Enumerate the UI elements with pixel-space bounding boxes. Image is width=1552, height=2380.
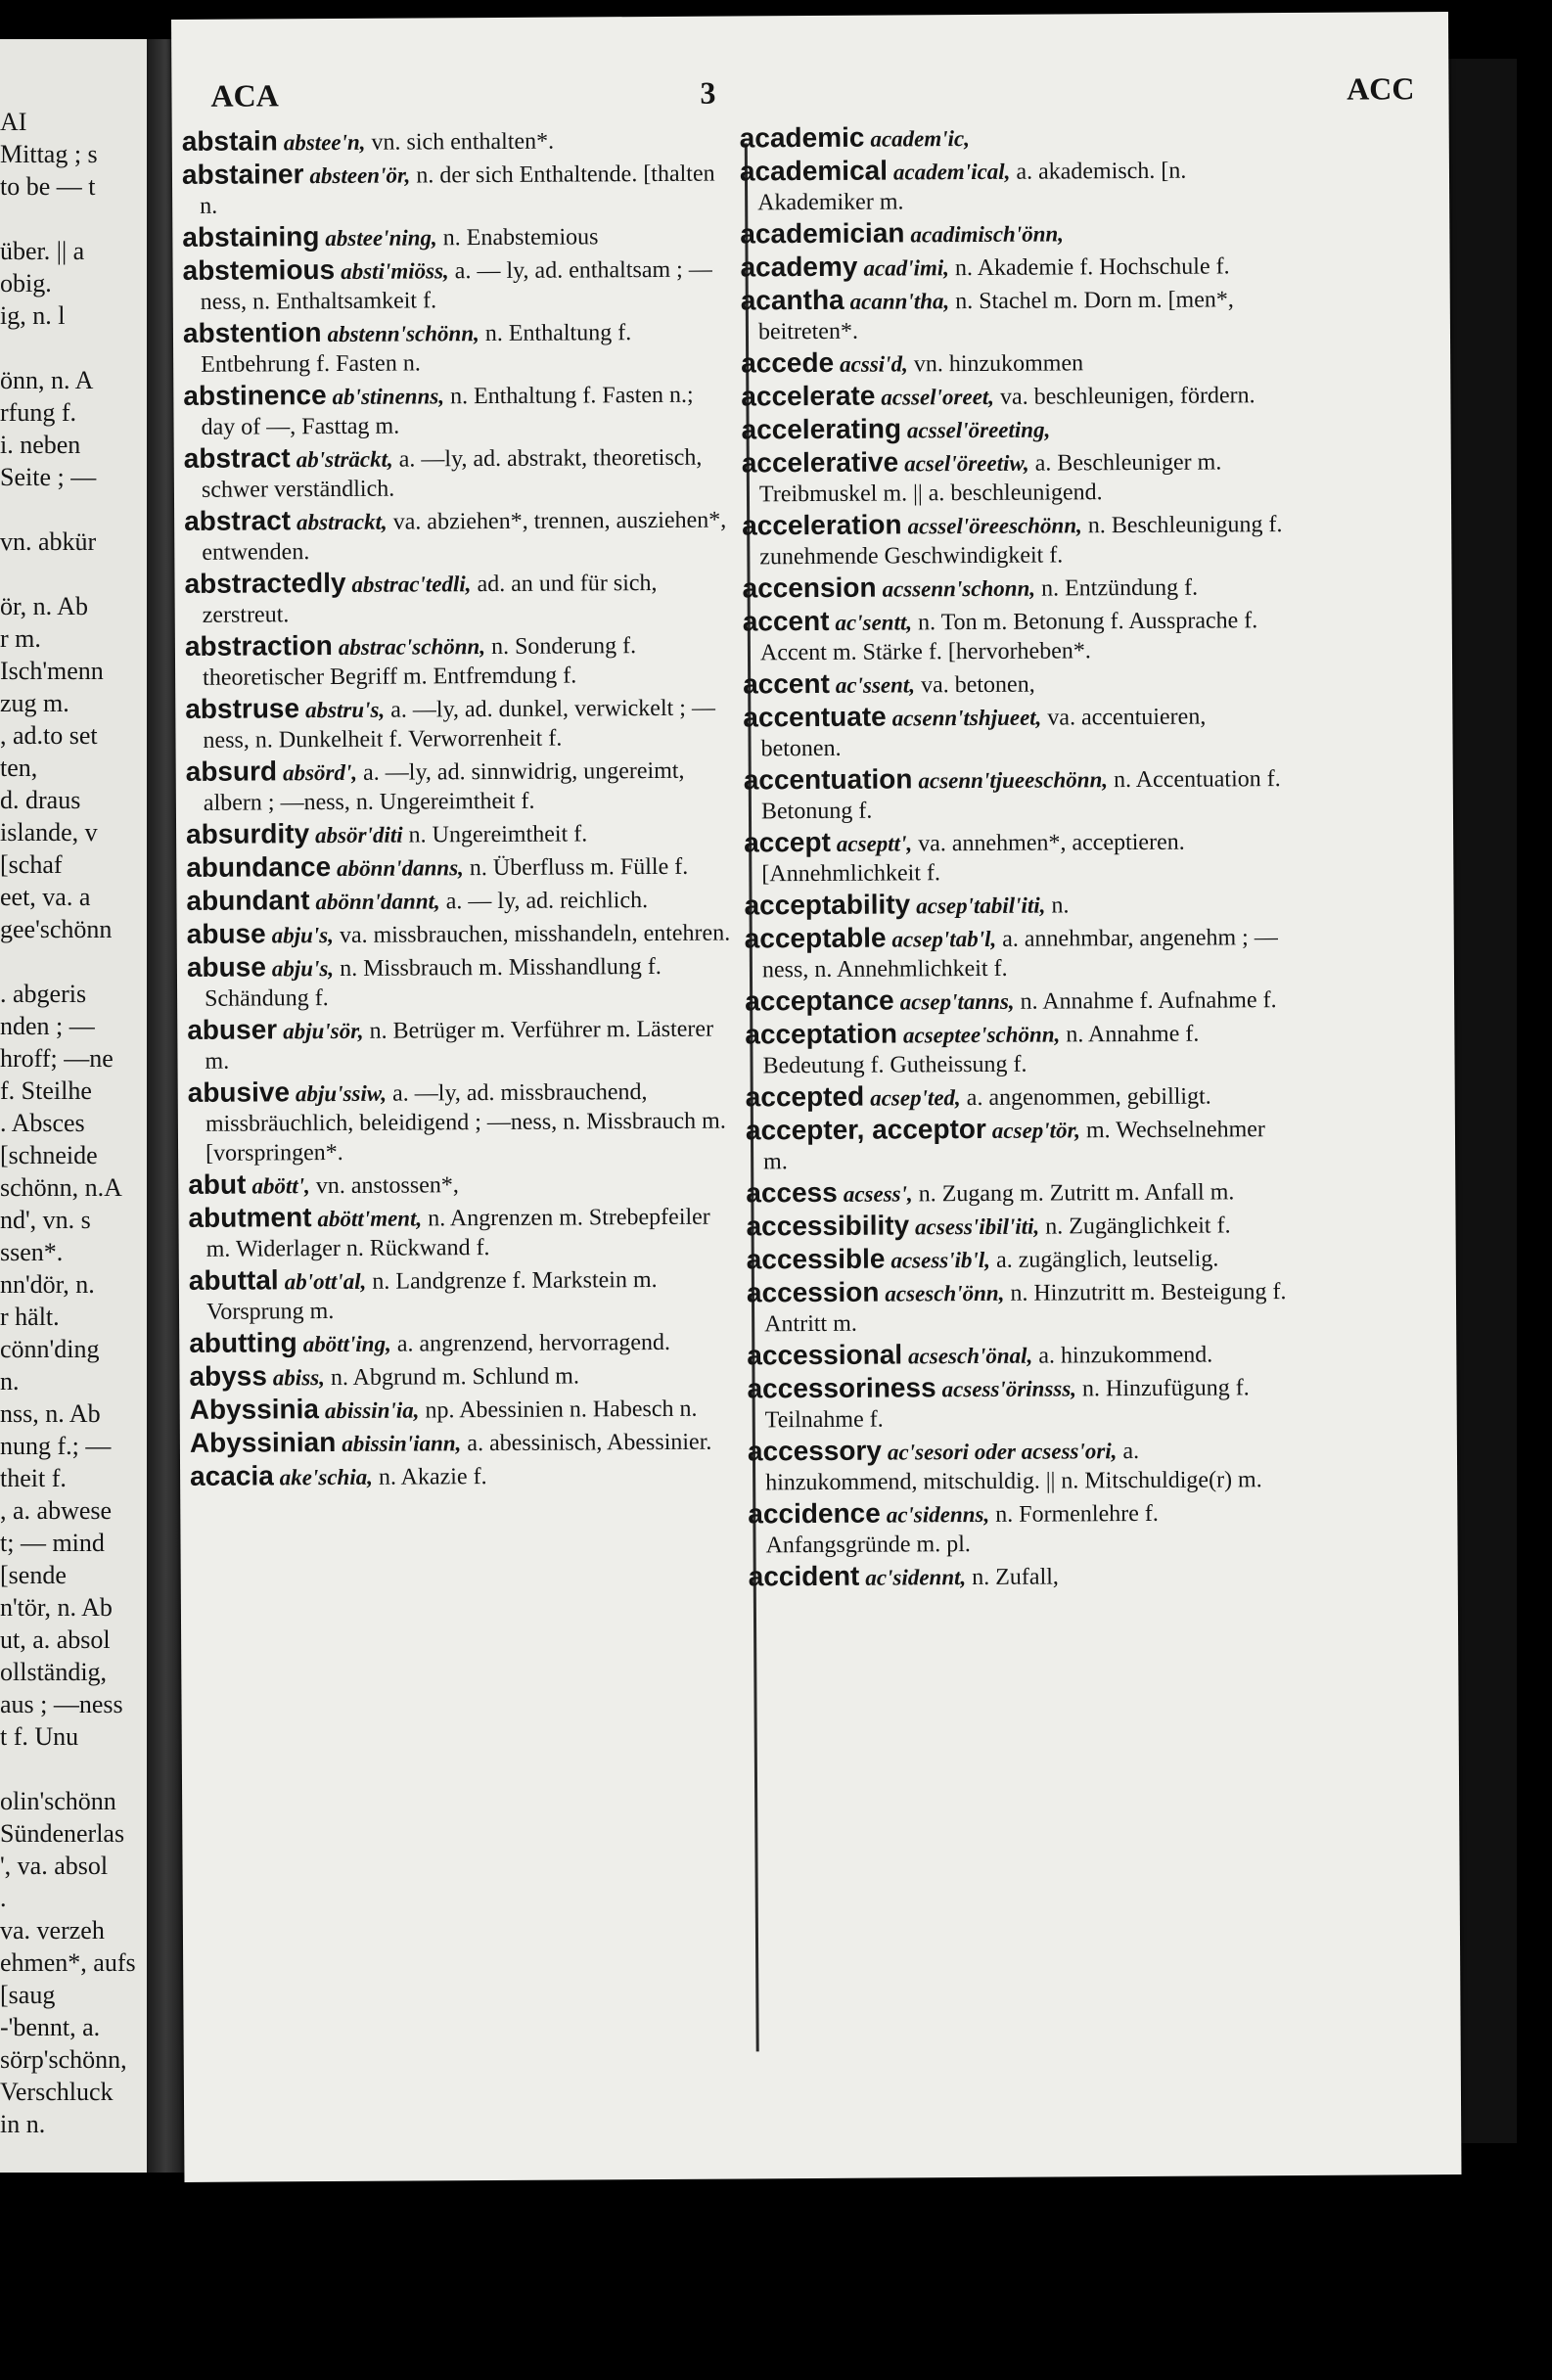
headword: accessible [746, 1243, 886, 1275]
headword: acceptation [745, 1018, 898, 1050]
previous-page-line: n. [0, 1367, 20, 1396]
previous-page-line: Sündenerlas [0, 1819, 125, 1848]
headword: accessional [747, 1339, 903, 1371]
headword: acacia [189, 1460, 274, 1491]
definition: n. Abgrund m. Schlund m. [330, 1363, 580, 1392]
headword: acceptability [744, 889, 911, 921]
definition: a. Beschleuniger m. Treibmuskel m. || a. beschleunigend. [758, 449, 1222, 508]
previous-page-line: t; — mind [0, 1529, 105, 1557]
dictionary-entry [184, 567, 732, 630]
definition: a. annehmbar, angenehm ; — ness, n. Annehmlichkeit f. [761, 925, 1278, 984]
pronunciation: abiss, [272, 1365, 326, 1391]
previous-page-line: ', va. absol [0, 1852, 109, 1880]
previous-page-line: t f. Unu [0, 1722, 79, 1751]
pronunciation: acssel'oreet, [881, 384, 995, 410]
headword: Abyssinian [189, 1426, 337, 1458]
previous-page-line: ut, a. absol [0, 1625, 111, 1654]
headword: access [746, 1176, 838, 1209]
pronunciation: acssel'öreeschönn, [907, 513, 1082, 539]
definition: n. Ton m. Betonung f. Aussprache f. Accent m. Stärke f. [hervorheben*. [759, 608, 1258, 666]
definition: n. Annahme f. Bedeutung f. Gutheissung f. [762, 1021, 1200, 1079]
dictionary-entry [182, 158, 730, 221]
dictionary-entry [741, 412, 1289, 446]
definition: va. annehmen*, acceptieren. [Annehmlichkeit f. [761, 829, 1185, 888]
headword: academical [739, 155, 889, 187]
previous-page-line: islande, v [0, 818, 98, 847]
previous-page-line: n'tör, n. Ab [0, 1593, 113, 1622]
headword: accepter, acceptor [745, 1113, 986, 1146]
headword: abstract [183, 442, 291, 474]
headword: accelerate [741, 380, 876, 412]
headword: accessibility [746, 1210, 910, 1242]
previous-page-line: sörp'schönn, [0, 2045, 127, 2074]
previous-page-line: , a. abwese [0, 1496, 113, 1525]
headword: abstemious [182, 253, 336, 286]
previous-page-line: ehmen*, aufs [0, 1948, 136, 1977]
previous-page-line: aus ; —ness [0, 1690, 123, 1718]
definition: n. Enthaltung f. Fasten n.; day of —, Fasttag m. [201, 382, 694, 440]
dictionary-entry [744, 825, 1292, 889]
definition: a. angrenzend, hervorragend. [396, 1329, 671, 1357]
definition: n. Accentuation f. Betonung f. [760, 766, 1281, 825]
dictionary-entry [746, 1175, 1294, 1210]
previous-page-line: . Absces [0, 1109, 85, 1137]
headword: abutting [189, 1327, 297, 1358]
dictionary-entry [745, 984, 1293, 1018]
headword: accessoriness [747, 1372, 936, 1404]
definition: a. — ly, ad. reichlich. [445, 888, 649, 915]
definition: n. Überfluss m. Fülle f. [469, 853, 689, 882]
pronunciation: acsep'ted, [870, 1085, 961, 1111]
dictionary-entry [187, 1012, 735, 1076]
definition: n. Zufall, [972, 1564, 1059, 1591]
definition: vn. sich enthalten*. [371, 128, 555, 156]
previous-page-line: AI [0, 108, 27, 136]
dictionary-entry [742, 508, 1290, 572]
previous-page-line: [schaf [0, 850, 63, 879]
previous-page-line: önn, n. A [0, 366, 94, 394]
definition: n. Hinzufügung f. Teilnahme f. [764, 1375, 1250, 1434]
definition: a. —ly, ad. sinnwidrig, ungereimt, albern ; —ness, n. Ungereimtheit f. [203, 757, 685, 816]
definition: n. Landgrenze f. Markstein m. Vorsprung m. [205, 1266, 658, 1325]
dictionary-entry [187, 917, 735, 951]
previous-page-line: d. draus [0, 786, 81, 814]
dictionary-entry [741, 345, 1289, 380]
pronunciation: acsess'ib'l, [890, 1247, 991, 1273]
previous-page-line: cönn'ding [0, 1335, 100, 1363]
dictionary-page [171, 12, 1461, 2182]
headword: accessory [747, 1435, 883, 1467]
dictionary-entry [748, 1496, 1296, 1560]
headword: abstractedly [184, 567, 346, 599]
dictionary-entry [747, 1371, 1295, 1435]
previous-page-line: -'bennt, a. [0, 2013, 101, 2041]
headword: abstract [184, 505, 292, 536]
pronunciation: ac'sidennt, [865, 1565, 967, 1590]
headword: abundance [186, 851, 332, 883]
dictionary-entry [186, 884, 734, 918]
definition: n. [1051, 892, 1070, 919]
headword: academic [739, 121, 865, 154]
pronunciation: ac'ssent, [835, 672, 916, 698]
pronunciation: abstrackt, [297, 509, 388, 535]
dictionary-entry [747, 1275, 1295, 1339]
definition: n. Akademie f. Hochschule f. [954, 253, 1230, 282]
previous-page-line: nd', vn. s [0, 1206, 91, 1234]
headword: acceleration [742, 509, 902, 541]
previous-page-line: ollständig, [0, 1658, 108, 1686]
headword: abuttal [188, 1264, 279, 1296]
previous-page [0, 39, 157, 2173]
dictionary-entry [190, 1458, 738, 1492]
previous-page-line: nden ; — [0, 1012, 95, 1040]
pronunciation: academ'ic, [870, 126, 971, 152]
pronunciation: acssel'öreeting, [906, 417, 1051, 443]
headword: accidence [748, 1497, 881, 1530]
dictionary-entry [744, 762, 1292, 826]
definition: a. —ly, ad. dunkel, verwickelt ; —ness, n. Dunkelheit f. Verworrenheit f. [203, 695, 715, 754]
headword: acceptance [745, 984, 894, 1017]
dictionary-entry [743, 700, 1291, 763]
dictionary-entry [747, 1338, 1295, 1372]
pronunciation: acann'tha, [849, 289, 950, 314]
definition: n. Enabstemious [442, 224, 599, 252]
definition: a. zugänglich, leutselig. [995, 1246, 1219, 1273]
pronunciation: ab'stinenns, [332, 384, 445, 410]
previous-page-line: theit f. [0, 1464, 67, 1492]
dictionary-entry [186, 755, 734, 818]
pronunciation: acsess'ibil'iti, [915, 1213, 1040, 1240]
previous-page-line: , ad.to set [0, 721, 98, 750]
dictionary-entry [743, 666, 1291, 701]
headword: absurdity [185, 818, 310, 849]
dictionary-entry [744, 888, 1292, 922]
pronunciation: academ'ical, [892, 159, 1011, 185]
pronunciation: acssenn'schonn, [882, 575, 1036, 602]
pronunciation: acsel'öreetiw, [904, 450, 1029, 477]
dictionary-entry [748, 1434, 1296, 1497]
pronunciation: acsep'tör, [991, 1118, 1081, 1143]
pronunciation: acssi'd, [840, 351, 908, 377]
pronunciation: acsep'tab'l, [891, 926, 997, 952]
definition: a. angenommen, gebilligt. [966, 1083, 1211, 1112]
running-head-right: ACC [1347, 70, 1415, 107]
dictionary-entry [182, 253, 730, 317]
pronunciation: absör'diti [315, 822, 403, 848]
dictionary-entry [184, 504, 732, 568]
headword: abuse [186, 918, 266, 949]
headword: abusive [187, 1076, 291, 1108]
dictionary-entry [743, 604, 1291, 667]
definition: a. hinzukommend. [1038, 1342, 1213, 1369]
headword: abstaining [182, 221, 320, 252]
pronunciation: acad'imi, [863, 255, 950, 281]
headword: accent [742, 605, 830, 637]
headword: accentuate [743, 701, 887, 733]
previous-page-line: hroff; —ne [0, 1044, 114, 1073]
pronunciation: ab'sträckt, [296, 446, 393, 473]
previous-page-line: über. || a [0, 237, 85, 265]
previous-page-line: r m. [0, 624, 41, 653]
pronunciation: acsenn'tshjueet, [891, 705, 1042, 731]
pronunciation: acsenn'tjueeschönn, [918, 767, 1109, 794]
dictionary-entry [740, 120, 1288, 155]
pronunciation: absörd', [282, 759, 358, 786]
previous-page-line: in n. [0, 2110, 46, 2138]
definition: n. Zugang m. Zutritt m. Anfall m. [918, 1179, 1235, 1208]
pronunciation: abissin'iann, [342, 1431, 462, 1456]
previous-page-line: Isch'menn [0, 657, 104, 685]
dictionary-entry [749, 1559, 1297, 1593]
definition: vn. hinzukommen [913, 350, 1084, 378]
previous-page-line: ig, n. l [0, 301, 66, 330]
previous-page-line: [sende [0, 1561, 67, 1589]
previous-page-line: Verschluck [0, 2078, 114, 2106]
pronunciation: abju'sör, [283, 1018, 364, 1044]
dictionary-entry [188, 1200, 736, 1263]
dictionary-entry [742, 571, 1290, 605]
pronunciation: abju'ssiw, [295, 1080, 388, 1107]
pronunciation: acsep'tabil'iti, [916, 892, 1046, 919]
dictionary-entry [189, 1325, 737, 1359]
definition: n. Stachel m. Dorn m. [men*, beitreten*. [757, 287, 1234, 345]
definition: n. Sonderung f. theoretischer Begriff m. Entfremdung f. [203, 633, 637, 691]
previous-page-line: nss, n. Ab [0, 1399, 101, 1428]
pronunciation: abstrac'tedli, [351, 572, 472, 597]
headword: accede [741, 346, 835, 379]
previous-page-line: Mittag ; s [0, 140, 98, 168]
running-head-left: ACA [210, 77, 279, 114]
pronunciation: acsesch'önn, [885, 1280, 1005, 1306]
previous-page-line: [schneide [0, 1141, 98, 1169]
definition: n. Entzündung f. [1041, 574, 1199, 602]
dictionary-entry [742, 445, 1290, 509]
pronunciation: acsesch'önal, [908, 1343, 1033, 1369]
pronunciation: ake'schia, [279, 1464, 374, 1490]
definition: va. missbrauchen, misshandeln, entehren. [339, 920, 731, 948]
definition: vn. anstossen*, [315, 1172, 459, 1200]
page-number: 3 [700, 74, 716, 111]
headword: abstention [182, 317, 322, 348]
previous-page-line: i. neben [0, 431, 81, 459]
dictionary-entry [746, 1079, 1294, 1114]
dictionary-entry [747, 1242, 1295, 1276]
previous-page-line: ssen*. [0, 1238, 64, 1266]
definition: va. accentuieren, betonen. [760, 704, 1207, 762]
definition: n. Formenlehre f. Anfangsgründe m. pl. [765, 1500, 1159, 1559]
headword: acantha [740, 284, 844, 316]
dictionary-entry [741, 379, 1289, 413]
headword: abstruse [185, 693, 300, 724]
dictionary-entry [189, 1358, 737, 1393]
definition: n. Beschleunigung f. zunehmende Geschwindigkeit f. [759, 512, 1283, 571]
definition: va. abziehen*, trennen, ausziehen*, entwenden. [202, 507, 727, 566]
headword: accentuation [743, 763, 913, 796]
pronunciation: abött', [251, 1173, 310, 1199]
headword: accension [742, 572, 877, 604]
previous-page-line: to be — t [0, 172, 96, 201]
pronunciation: acsess'örinsss, [941, 1376, 1077, 1402]
definition: va. beschleunigen, fördern. [999, 383, 1255, 410]
headword: abstraction [184, 630, 333, 662]
definition: m. Wechselnehmer m. [763, 1117, 1265, 1175]
pronunciation: abstenn'schönn, [327, 321, 479, 347]
previous-page-line: nung f.; — [0, 1432, 112, 1460]
definition: va. betonen, [920, 671, 1035, 699]
dictionary-entry [189, 1262, 737, 1326]
pronunciation: acadimisch'önn, [910, 221, 1065, 248]
dictionary-entry [188, 1167, 736, 1201]
previous-page-line: f. Steilhe [0, 1076, 92, 1105]
dictionary-entry [745, 1017, 1293, 1080]
dictionary-entry [741, 283, 1289, 346]
previous-page-line: Seite ; — [0, 463, 97, 491]
dictionary-entry [184, 441, 732, 505]
dictionary-entry [745, 921, 1293, 984]
dictionary-entry [746, 1209, 1294, 1243]
definition: n. Ungereimtheit f. [408, 821, 588, 848]
pronunciation: acsep'tanns, [899, 988, 1015, 1015]
previous-page-line: ör, n. Ab [0, 592, 88, 620]
dictionary-entry [740, 250, 1288, 284]
headword: abstainer [181, 159, 304, 190]
previous-page-line: . [0, 1884, 7, 1912]
headword: accident [748, 1560, 860, 1592]
pronunciation: abju's, [271, 923, 335, 948]
headword: abyss [189, 1360, 267, 1392]
headword: accession [746, 1276, 880, 1308]
headword: accelerative [741, 446, 899, 479]
headword: abstinence [183, 380, 327, 411]
dictionary-entry [190, 1425, 738, 1459]
pronunciation: acseptee'schönn, [902, 1022, 1061, 1048]
definition: a. —ly, ad. missbrauchend, missbräuchlich, beleidigend ; —ness, n. Missbrauch m. [vorspringen*. [205, 1079, 726, 1167]
dictionary-entry [182, 124, 730, 159]
dictionary-entry [186, 850, 734, 885]
definition: n. Enthaltung f. Entbehrung f. Fasten n. [201, 320, 632, 378]
dictionary-entry [188, 1075, 737, 1167]
definition: a. hinzukommend, mitschuldig. || n. Mitschuldige(r) m. [765, 1438, 1262, 1496]
definition: a. — ly, ad. enthaltsam ; —ness, n. Enthaltsamkeit f. [200, 256, 712, 315]
headword: Abyssinia [189, 1394, 320, 1425]
dictionary-entry [740, 154, 1288, 217]
pronunciation: absti'miöss, [341, 258, 449, 284]
pronunciation: abstru's, [304, 697, 386, 723]
pronunciation: abstee'ning, [325, 225, 437, 252]
headword: abundant [186, 885, 310, 916]
previous-page-line: obig. [0, 269, 52, 298]
previous-page-line: rfung f. [0, 398, 76, 427]
previous-page-line: . abgeris [0, 980, 87, 1008]
dictionary-entry [185, 692, 733, 755]
definition: ad. an und für sich, zerstreut. [202, 570, 658, 628]
pronunciation: abstrac'schönn, [338, 634, 486, 660]
headword: accelerating [741, 413, 902, 445]
previous-page-line: va. verzeh [0, 1916, 105, 1945]
dictionary-entry [183, 316, 731, 380]
headword: acceptable [744, 922, 887, 954]
definition: n. Zugänglichkeit f. [1045, 1213, 1231, 1240]
pronunciation: abönn'danns, [337, 855, 464, 881]
definition: a. akademisch. [n. Akademiker m. [757, 158, 1187, 216]
headword: accent [743, 667, 830, 700]
previous-page-line: [saug [0, 1981, 56, 2009]
dictionary-entry [190, 1392, 738, 1426]
headword: abutment [188, 1202, 312, 1233]
pronunciation: abött'ing, [302, 1331, 391, 1357]
previous-page-line: schönn, n.A [0, 1173, 122, 1202]
headword: accepted [745, 1080, 865, 1113]
previous-page-line: ten, [0, 754, 38, 782]
dictionary-entry [187, 950, 735, 1014]
pronunciation: abönn'dannt, [315, 889, 440, 915]
headword: abstain [181, 125, 278, 157]
previous-page-line: nn'dör, n. [0, 1270, 95, 1299]
previous-page-line: gee'schönn [0, 915, 113, 943]
definition: n. Angrenzen m. Strebepfeiler m. Widerlager n. Rückwand f. [205, 1204, 710, 1262]
definition: a. abessinisch, Abessinier. [467, 1429, 712, 1457]
definition: n. Missbrauch m. Misshandlung f. Schändung f. [205, 953, 662, 1012]
definition: n. Betrüger m. Verführer m. Lästerer m. [205, 1016, 714, 1075]
headword: academy [740, 251, 858, 283]
headword: absurd [185, 755, 278, 787]
dictionary-entry [185, 629, 733, 693]
dictionary-entry [186, 817, 734, 851]
pronunciation: abött'ment, [317, 1206, 423, 1232]
pronunciation: acsess', [843, 1181, 913, 1207]
pronunciation: acseptt', [836, 831, 913, 856]
previous-page-line: eet, va. a [0, 883, 91, 911]
definition: n. Akazie f. [378, 1464, 487, 1490]
pronunciation: ab'ott'al, [284, 1268, 367, 1295]
previous-page-line: vn. abkür [0, 527, 97, 556]
headword: abuser [187, 1014, 278, 1045]
pronunciation: ac'sentt, [835, 610, 913, 635]
headword: abut [188, 1168, 247, 1200]
dictionary-entry [740, 216, 1288, 251]
pronunciation: absteen'ör, [309, 162, 411, 189]
headword: academician [740, 217, 905, 250]
dictionary-entry [182, 220, 730, 254]
dictionary-entry [746, 1113, 1294, 1176]
headword: abuse [186, 951, 266, 983]
definition: n. der sich Enthaltende. [thalten n. [200, 160, 715, 219]
definition: n. Hinzutritt m. Besteigung f. Antritt m. [764, 1279, 1287, 1338]
pronunciation: ac'sidenns, [886, 1501, 990, 1528]
right-column [740, 120, 1297, 1595]
headword: accept [744, 826, 831, 858]
pronunciation: abstee'n, [283, 129, 366, 156]
left-column [182, 124, 739, 1495]
pronunciation: ac'sesori oder acsess'ori, [887, 1439, 1118, 1465]
pronunciation: abissin'ia, [324, 1397, 420, 1424]
pronunciation: abju's, [271, 956, 335, 982]
previous-page-line: olin'schönn [0, 1787, 116, 1815]
dictionary-entry [183, 379, 731, 442]
definition: a. —ly, ad. abstrakt, theoretisch, schwer verständlich. [201, 444, 703, 503]
previous-page-line: zug m. [0, 689, 69, 717]
definition: np. Abessinien n. Habesch n. [425, 1396, 698, 1424]
definition: n. Annahme f. Aufnahme f. [1020, 987, 1277, 1015]
previous-page-line: r hält. [0, 1303, 60, 1331]
